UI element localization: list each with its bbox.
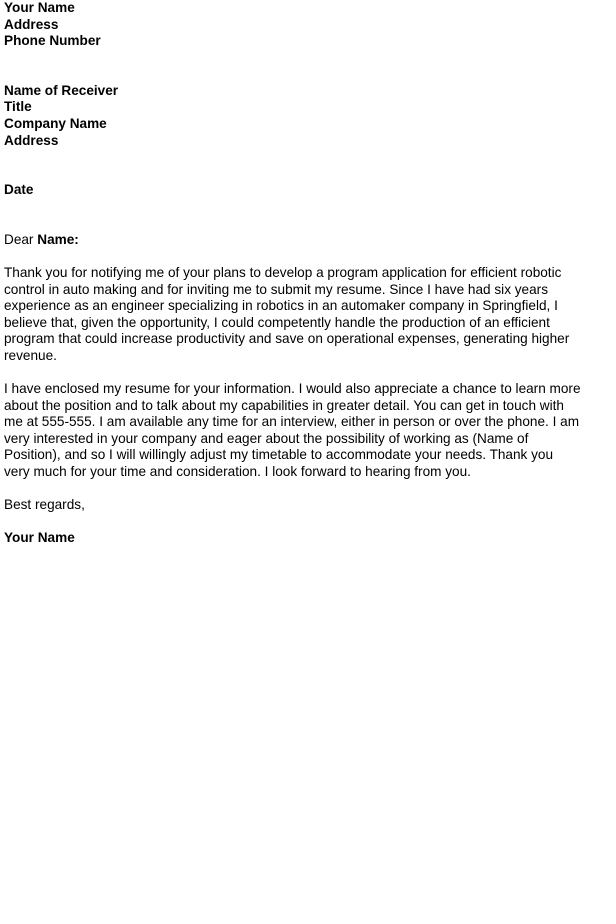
paragraph-1-line: program that could increase productivity and save on operational expenses, generating higher <box>4 331 570 347</box>
receiver-company: Company Name <box>4 115 107 131</box>
paragraph-1-line: control in auto making and for inviting me to submit my resume. Since I have had six years <box>4 281 549 297</box>
sender-address: Address <box>4 16 59 32</box>
paragraph-2-line: very interested in your company and eager about the possibility of working as (Name of <box>4 430 529 446</box>
date-block <box>4 182 614 199</box>
paragraph-1 <box>4 265 616 365</box>
sender-name: Your Name <box>4 0 75 15</box>
salutation-prefix: Dear <box>4 231 38 247</box>
paragraph-2-line: very much for your time and consideration. I look forward to hearing from you. <box>4 464 471 480</box>
receiver-address: Address <box>4 132 59 148</box>
receiver-name: Name of Receiver <box>4 82 119 98</box>
paragraph-1-line: revenue. <box>4 347 57 363</box>
sender-block <box>4 0 614 50</box>
letter-date: Date <box>4 182 34 198</box>
paragraph-2-line: Position), and so I will willingly adjust my timetable to accommodate your needs. Thank you <box>4 447 554 463</box>
salutation <box>4 232 614 249</box>
paragraph-1-line: believe that, given the opportunity, I could competently handle the production of an efficient <box>4 314 550 330</box>
signature: Your Name <box>4 530 75 546</box>
paragraph-2-line: I have enclosed my resume for your information. I would also appreciate a chance to learn more <box>4 381 581 397</box>
receiver-title: Title <box>4 99 32 115</box>
paragraph-2-line: about the position and to talk about my capabilities in greater detail. You can get in touch with <box>4 397 564 413</box>
salutation-name: Name: <box>37 231 79 247</box>
sender-phone: Phone Number <box>4 33 101 49</box>
paragraph-1-line: Thank you for notifying me of your plans to develop a program application for efficient robotic <box>4 264 562 280</box>
letter-page <box>4 0 614 547</box>
paragraph-1-line: experience as an engineer specializing in robotics in an automaker company in Springfield, I <box>4 298 558 314</box>
paragraph-2 <box>4 381 616 481</box>
receiver-block <box>4 83 614 149</box>
closing: Best regards, <box>4 497 85 513</box>
paragraph-2-line: me at 555-555. I am available any time for an interview, either in person or over the phone. I am <box>4 414 580 430</box>
